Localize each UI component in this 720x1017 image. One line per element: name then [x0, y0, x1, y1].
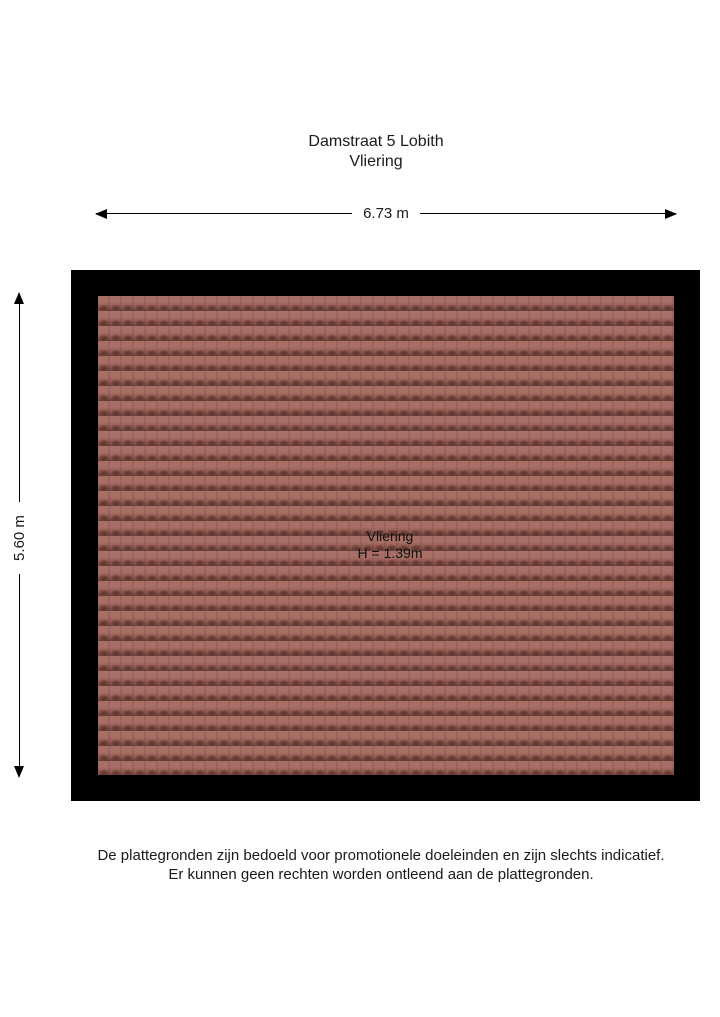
- floorplan-address-title: Damstraat 5 Lobith: [308, 133, 444, 150]
- disclaimer-line-2: Er kunnen geen rechten worden ontleend aan de plattegronden.: [168, 866, 594, 883]
- disclaimer-line-1: De plattegronden zijn bedoeld voor promotionele doeleinden en zijn slechts indicatief.: [97, 847, 665, 864]
- floorplan-floor-title: Vliering: [349, 153, 403, 170]
- room-height-label: H = 1.39m: [357, 545, 423, 561]
- depth-dimension-label: 5.60 m: [10, 502, 30, 574]
- room-name-label: Vliering: [366, 528, 414, 544]
- arrow-right-icon: [665, 209, 677, 219]
- arrow-up-icon: [14, 292, 24, 304]
- width-dimension-label: 6.73 m: [352, 204, 420, 224]
- arrow-left-icon: [95, 209, 107, 219]
- arrow-down-icon: [14, 766, 24, 778]
